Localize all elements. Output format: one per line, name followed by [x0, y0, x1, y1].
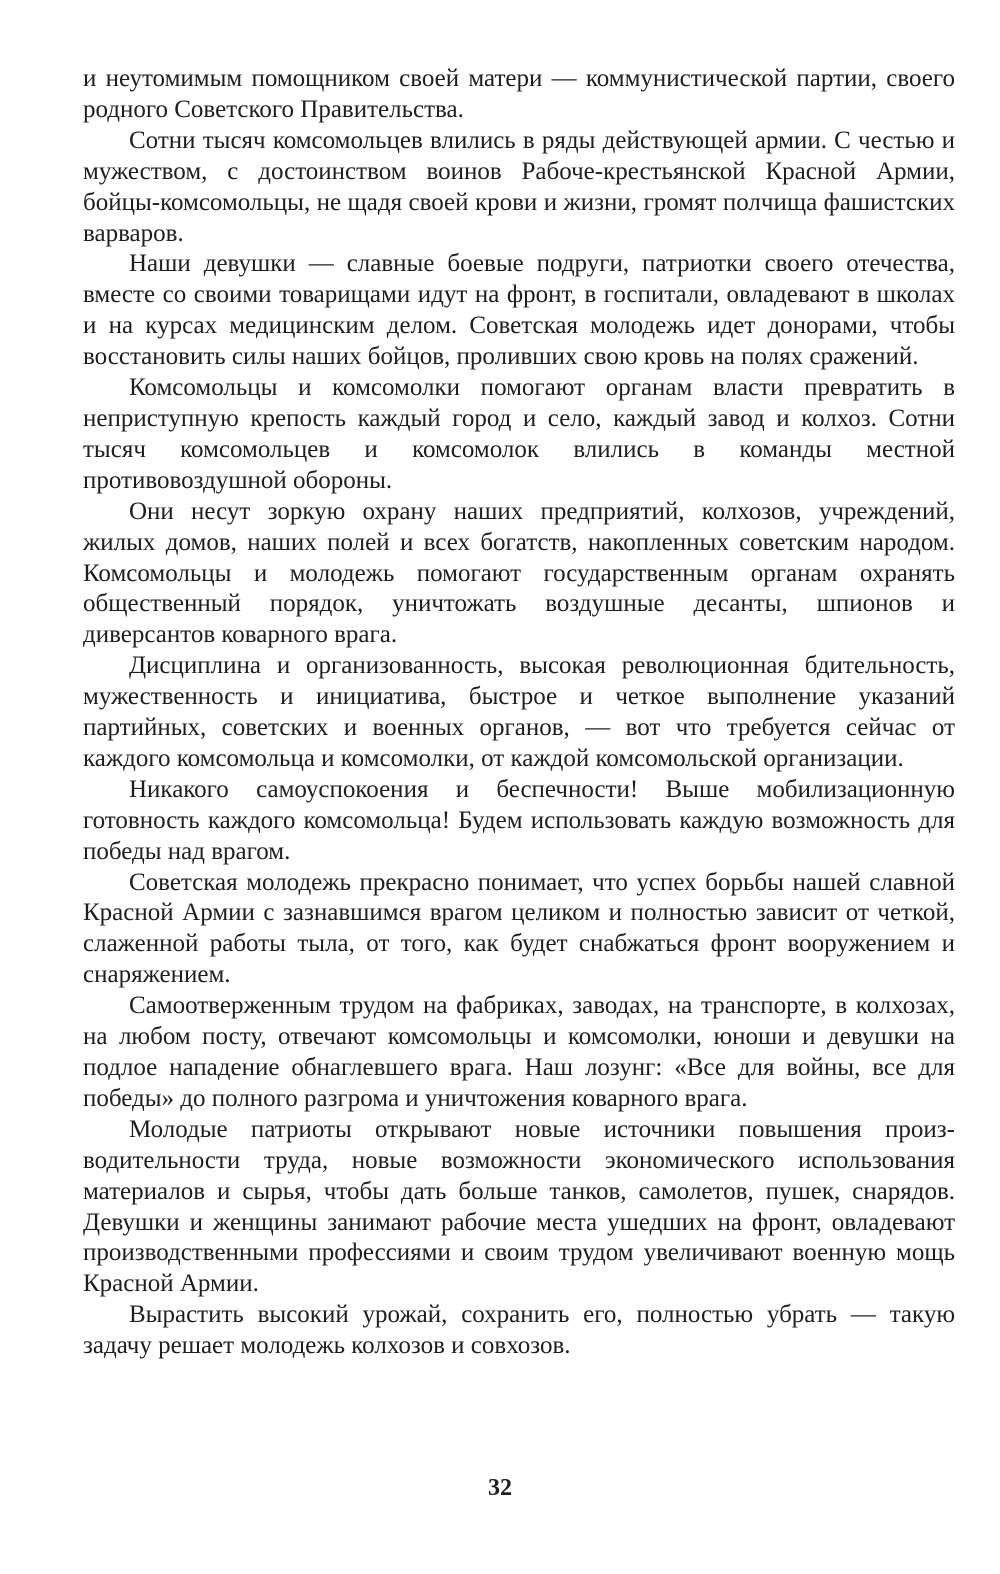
paragraph: Самоотверженным трудом на фабриках, заводах, на транспорте, в колхозах, на любом посту, отвечают комсомольцы и комсомолки, юноши и девушки на подлое нападение обнаглевшего врага. Наш лозунг: «Все для войны, все для победы» до полного разгрома и уничтожения коварного врага.: [83, 992, 955, 1112]
paragraph: Молодые патриоты открывают новые источники повышения производительности труда, новые возможности экономического использования материалов и сырья, чтобы дать больше танков, самолетов, пушек, снарядов. Девушки и женщины занимают рабочие места ушедших на фронт, овладевают производственными профессиями и своим трудом увеличивают военную мощь Красной Армии.: [83, 1115, 955, 1298]
paragraph: Наши девушки — славные боевые подруги, патриотки своего отечества, вместе со своими товарищами идут на фронт, в госпитали, овладевают в школах и на курсах медицинским делом. Советская молодежь идет донорами, чтобы восстановить силы наших бойцов, проливших свою кровь на полях сражений.: [83, 250, 955, 371]
page-number: 32: [488, 1475, 512, 1501]
paragraph: Никакого самоуспокоения и беспечности! Выше мобилизационную готовность каждого комсомольца! Будем использовать каждую возможность для победы над врагом.: [83, 775, 955, 865]
page-body-text: [83, 64, 955, 1362]
paragraph: Дисциплина и организованность, высокая революционная бдительность, мужественность и инициатива, быстрое и четкое выполнение указаний партийных, советских и военных органов, — вот что требуется сейчас от каждого комсомольца и комсомолки, от каждой комсомольской организации.: [83, 652, 955, 772]
paragraph: Советская молодежь прекрасно понимает, что успех борьбы нашей славной Красной Армии с зазнавшимся врагом целиком и полностью зависит от четкой, слаженной работы тыла, от того, как будет снабжаться фронт вооружением и снаряжением.: [83, 868, 955, 989]
paragraph: Сотни тысяч комсомольцев влились в ряды действующей армии. С честью и мужеством, с достоинством воинов Рабоче-крестьянской Красной Армии, бойцы-комсомольцы, не щадя своей крови и жизни, громят полчища фашистских варваров.: [83, 126, 955, 247]
paragraph: Комсомольцы и комсомолки помогают органам власти превратить в неприступную крепость каждый город и село, каждый завод и колхоз. Сотни тысяч комсомольцев и комсомолок влились в команды местной противовоздушной обороны.: [83, 374, 955, 494]
paragraph: Вырастить высокий урожай, сохранить его, полностью убрать — такую задачу решает молодежь колхозов и совхозов.: [83, 1301, 955, 1360]
paragraph-continued: и неутомимым помощником своей матери — коммунистической партии, своего родного Советского Правительства.: [83, 65, 955, 123]
paragraph: Они несут зоркую охрану наших предприятий, колхозов, учреждений, жилых домов, наших полей и всех богатств, накопленных советским народом. Комсомольцы и молодежь помогают государственным органам охранять общественный порядок, уничтожать воздушные десанты, шпионов и диверсантов коварного врага.: [83, 497, 955, 649]
